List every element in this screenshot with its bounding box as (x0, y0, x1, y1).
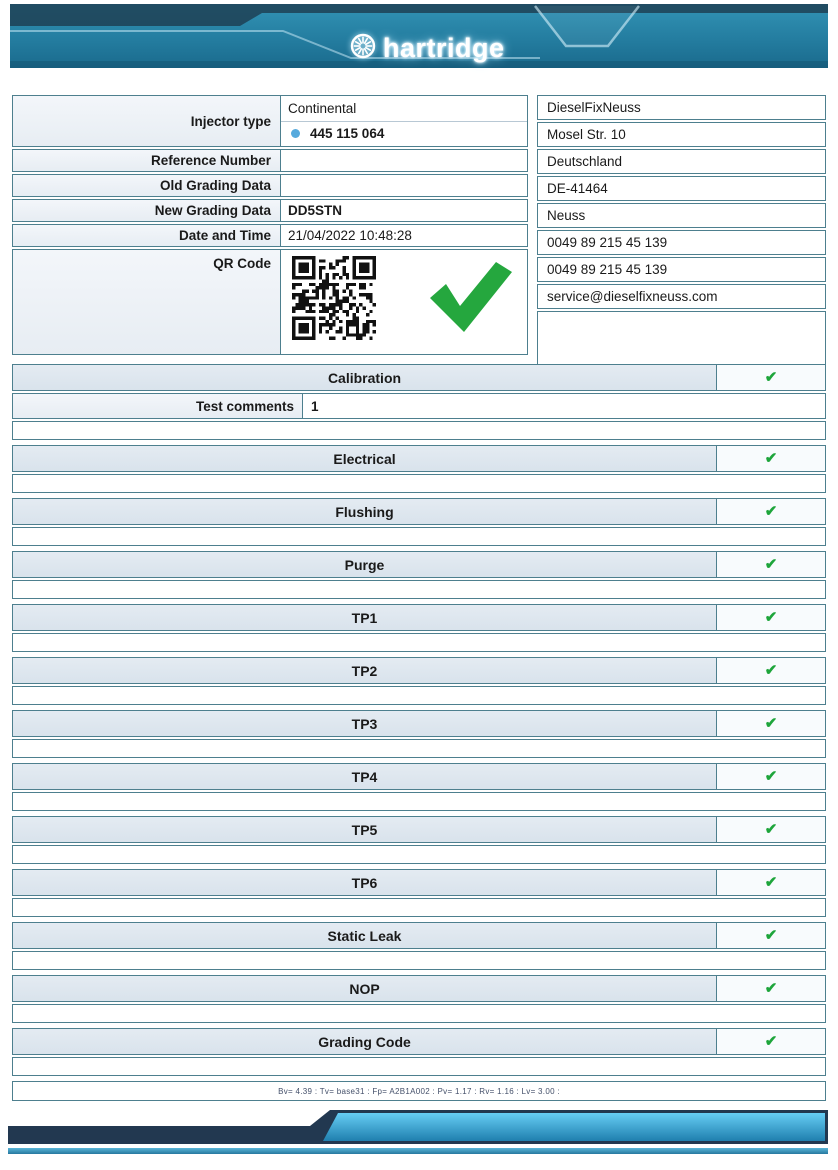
test-section-nop (12, 975, 826, 1023)
test-section-tp5 (12, 816, 826, 864)
datetime-label: Date and Time (13, 225, 281, 246)
test-section-status-cell (716, 499, 825, 524)
test-section-tp2 (12, 657, 826, 705)
test-section-header (12, 922, 826, 949)
qr-code-cell (281, 250, 527, 354)
test-section-detail-row (12, 633, 826, 652)
test-section-detail-row (12, 845, 826, 864)
pass-check-icon (422, 258, 514, 336)
test-section-header (12, 763, 826, 790)
test-section-detail-row (12, 1004, 826, 1023)
test-section-header (12, 1028, 826, 1055)
pass-check-icon: ✔ (764, 927, 778, 944)
logo-wordmark: hartridge (383, 32, 505, 63)
test-section-label: Grading Code (13, 1029, 716, 1054)
test-section-header (12, 364, 826, 391)
test-section-detail-row (12, 898, 826, 917)
info-row-qr-code (12, 249, 528, 355)
qr-code (292, 256, 376, 340)
test-section-label: Flushing (13, 499, 716, 524)
info-row-datetime (12, 224, 528, 247)
contact-row-6: 0049 89 215 45 139 (537, 257, 826, 282)
test-section-electrical (12, 445, 826, 493)
pass-check-icon: ✔ (764, 450, 778, 467)
hartridge-logo (348, 31, 505, 65)
test-section-tp6 (12, 869, 826, 917)
test-section-label: TP6 (13, 870, 716, 895)
test-section-detail-row (12, 1057, 826, 1076)
workshop-contact-table (537, 95, 826, 371)
contact-row-7: service@dieselfixneuss.com (537, 284, 826, 309)
bullet-icon (291, 129, 300, 138)
test-section-detail-row (12, 951, 826, 970)
test-section-header (12, 551, 826, 578)
info-row-reference-number (12, 149, 528, 172)
pass-check-icon: ✔ (764, 715, 778, 732)
test-section-status-cell (716, 552, 825, 577)
pass-check-icon: ✔ (764, 556, 778, 573)
test-comments-value: 1 (311, 398, 319, 414)
pass-check-icon: ✔ (764, 369, 778, 386)
contact-row-empty (537, 311, 826, 369)
test-section-header (12, 657, 826, 684)
test-section-detail-row (12, 474, 826, 493)
injector-make: Continental (281, 96, 527, 122)
pass-check-icon: ✔ (764, 662, 778, 679)
injector-type-label: Injector type (13, 96, 281, 146)
contact-row-1: Mosel Str. 10 (537, 122, 826, 147)
pass-check-icon: ✔ (764, 980, 778, 997)
test-section-label: TP1 (13, 605, 716, 630)
grading-code-summary-row (12, 1081, 826, 1101)
test-results-list (12, 364, 826, 1101)
test-section-label: Purge (13, 552, 716, 577)
grading-code-summary-text: Bv= 4.39 : Tv= base31 : Fp= A2B1A002 : Pv= 1.17 : Rv= 1.16 : Lv= 3.00 : (278, 1086, 560, 1096)
test-section-status-cell (716, 711, 825, 736)
test-section-tp3 (12, 710, 826, 758)
test-section-header (12, 445, 826, 472)
test-section-header (12, 710, 826, 737)
test-section-label: TP2 (13, 658, 716, 683)
test-section-header (12, 816, 826, 843)
pass-check-icon: ✔ (764, 503, 778, 520)
test-section-calibration (12, 364, 826, 440)
test-section-purge (12, 551, 826, 599)
test-section-status-cell (716, 658, 825, 683)
injector-type-values (281, 96, 527, 146)
reference-number-value (281, 150, 527, 171)
pass-check-icon: ✔ (764, 874, 778, 891)
test-section-detail-row (12, 686, 826, 705)
test-section-status-cell (716, 365, 825, 390)
test-section-status-cell (716, 764, 825, 789)
injector-number (281, 122, 527, 147)
test-section-label: TP5 (13, 817, 716, 842)
qr-code-label: QR Code (13, 250, 281, 354)
test-section-label: TP3 (13, 711, 716, 736)
hartridge-wheel-icon (348, 31, 378, 66)
test-section-label: NOP (13, 976, 716, 1001)
pass-check-icon: ✔ (764, 609, 778, 626)
test-section-status-cell (716, 446, 825, 471)
old-grading-value (281, 175, 527, 196)
new-grading-label: New Grading Data (13, 200, 281, 221)
test-comments-label: Test comments (13, 394, 303, 418)
test-section-header (12, 498, 826, 525)
test-section-label: Electrical (13, 446, 716, 471)
test-section-header (12, 869, 826, 896)
test-section-static-leak (12, 922, 826, 970)
test-section-label: Static Leak (13, 923, 716, 948)
test-section-status-cell (716, 923, 825, 948)
test-comments-row (12, 393, 826, 419)
injector-info-table (12, 95, 528, 357)
info-row-old-grading (12, 174, 528, 197)
test-section-grading-code (12, 1028, 826, 1076)
injector-number-text: 445 115 064 (310, 126, 385, 142)
test-section-flushing (12, 498, 826, 546)
test-section-detail-row (12, 421, 826, 440)
footer-banner (0, 1100, 838, 1170)
test-section-status-cell (716, 817, 825, 842)
pass-check-icon: ✔ (764, 768, 778, 785)
test-section-header (12, 975, 826, 1002)
test-section-tp4 (12, 763, 826, 811)
test-section-detail-row (12, 739, 826, 758)
reference-number-label: Reference Number (13, 150, 281, 171)
test-section-status-cell (716, 605, 825, 630)
contact-row-3: DE-41464 (537, 176, 826, 201)
test-section-status-cell (716, 870, 825, 895)
test-section-status-cell (716, 1029, 825, 1054)
pass-check-icon: ✔ (764, 1033, 778, 1050)
info-row-new-grading (12, 199, 528, 222)
contact-row-2: Deutschland (537, 149, 826, 174)
test-section-header (12, 604, 826, 631)
contact-row-4: Neuss (537, 203, 826, 228)
contact-row-0: DieselFixNeuss (537, 95, 826, 120)
info-row-injector-type (12, 95, 528, 147)
test-section-detail-row (12, 527, 826, 546)
test-section-label: Calibration (13, 365, 716, 390)
datetime-value: 21/04/2022 10:48:28 (281, 225, 527, 246)
pass-check-icon: ✔ (764, 821, 778, 838)
test-section-detail-row (12, 792, 826, 811)
old-grading-label: Old Grading Data (13, 175, 281, 196)
contact-row-5: 0049 89 215 45 139 (537, 230, 826, 255)
new-grading-value: DD5STN (281, 200, 527, 221)
test-section-label: TP4 (13, 764, 716, 789)
test-section-status-cell (716, 976, 825, 1001)
test-section-tp1 (12, 604, 826, 652)
test-section-detail-row (12, 580, 826, 599)
